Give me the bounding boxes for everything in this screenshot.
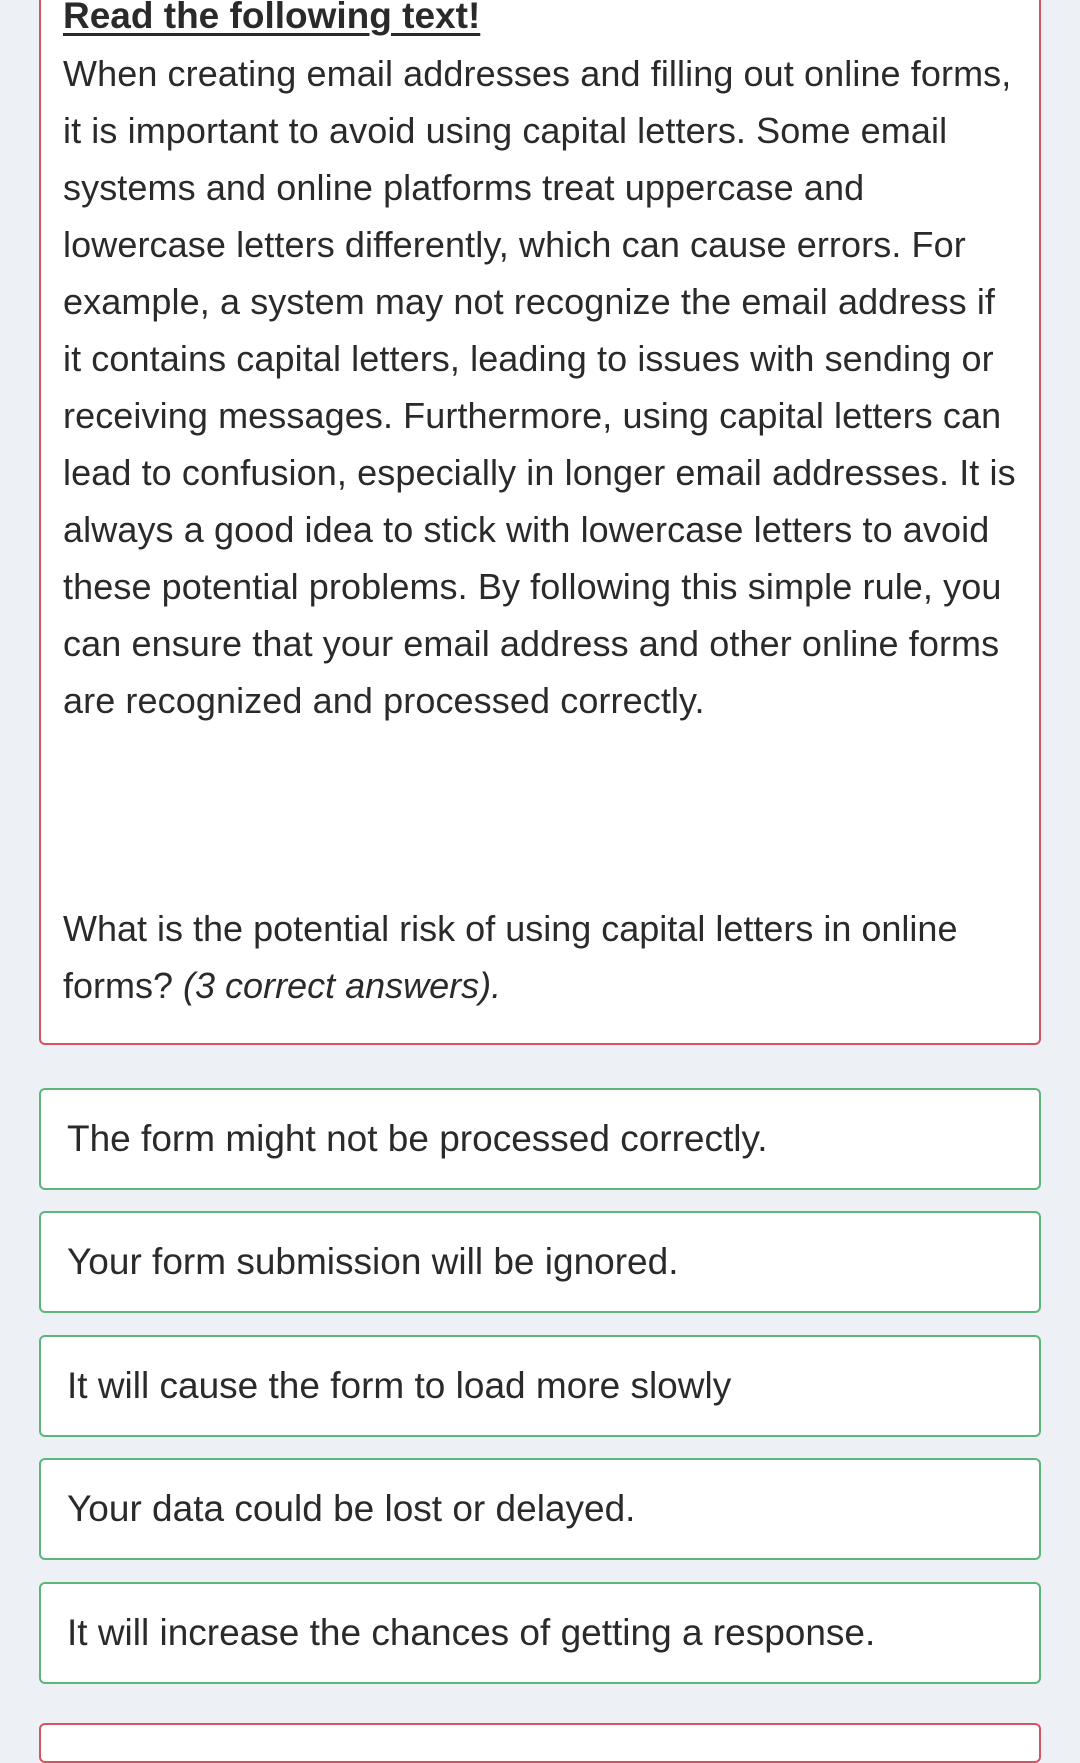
next-question-card — [39, 1723, 1041, 1763]
reading-passage: When creating email addresses and filling out online forms, it is important to avoid using capital letters. Some email systems and online platforms treat uppercase and lowercase letters differently, which can cause errors. For example, a system may not recognize the email address if it contains capital letters, leading to issues with sending or receiving messages. Furthermore, using capital letters can lead to confusion, especially in longer email addresses. It is always a good idea to stick with lowercase letters to avoid these potential problems. By following this simple rule, you can ensure that your email address and other online forms are recognized and processed correctly. — [63, 53, 1016, 721]
answer-option-2[interactable] — [39, 1211, 1041, 1313]
question-prompt — [63, 900, 1023, 1014]
question-prompt-text: What is the potential risk of using capital letters in online forms? — [63, 908, 958, 1006]
instruction-heading: Read the following text! — [63, 0, 481, 36]
answer-option-label: It will cause the form to load more slowly — [67, 1365, 732, 1406]
question-hint: (3 correct answers). — [183, 965, 502, 1006]
answer-option-label: Your form submission will be ignored. — [67, 1241, 679, 1282]
answer-option-5[interactable] — [39, 1582, 1041, 1684]
answer-option-3[interactable] — [39, 1335, 1041, 1437]
answer-option-label: Your data could be lost or delayed. — [67, 1488, 636, 1529]
answer-option-4[interactable] — [39, 1458, 1041, 1560]
answer-option-label: It will increase the chances of getting a response. — [67, 1612, 876, 1653]
question-card — [39, 0, 1041, 1045]
answer-option-1[interactable] — [39, 1088, 1041, 1190]
answer-option-label: The form might not be processed correctly. — [67, 1118, 768, 1159]
